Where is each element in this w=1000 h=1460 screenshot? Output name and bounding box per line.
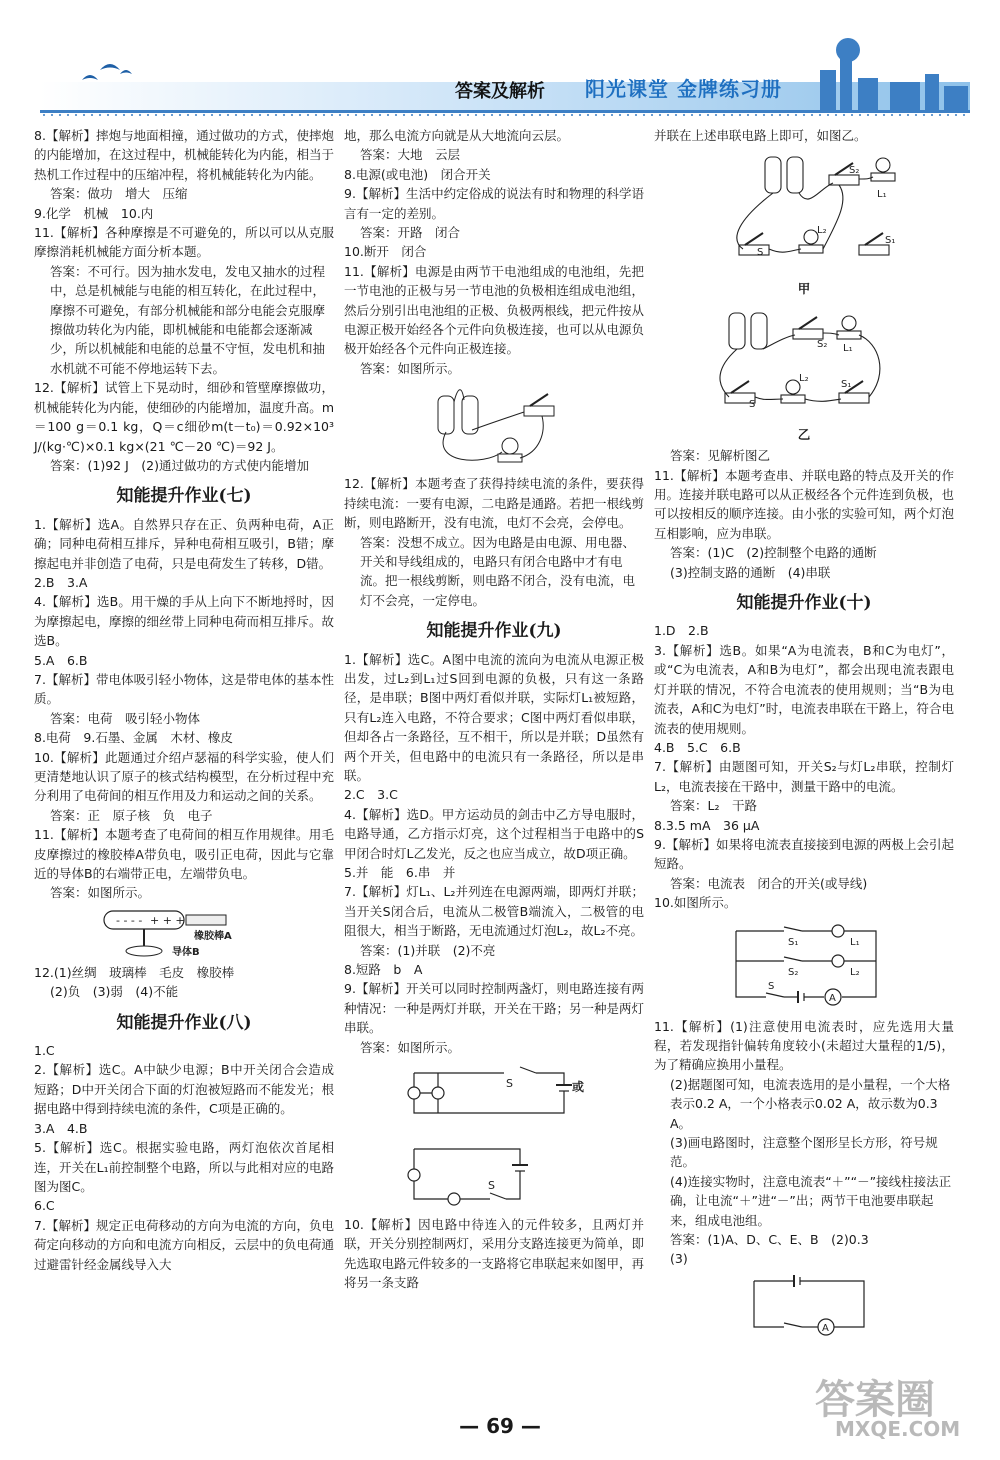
section-title-9: 知能提升作业(九) — [426, 621, 562, 642]
bulb-l1 — [842, 316, 856, 330]
answer-text: 答案：见解析图乙 — [670, 448, 771, 464]
continued-text: 并联在上述串联电路上即可，如图乙。 — [654, 128, 867, 143]
q7-12: 12.(1)丝绸 玻璃棒 毛皮 橡胶棒 — [34, 964, 235, 980]
battery-1 — [765, 157, 781, 193]
lamp-symbol — [408, 1169, 420, 1181]
negative-charges: - - - - — [116, 913, 143, 927]
battery-1 — [729, 313, 745, 349]
section-title-10: 知能提升作业(十) — [736, 593, 872, 614]
q7-2: 2.B 3.A — [34, 574, 88, 590]
answer-text: (3) — [670, 1251, 688, 1267]
q9-2: 2.C 3.C — [344, 787, 398, 803]
answer-text: 答案：如图所示。 — [50, 885, 151, 901]
column-3 — [654, 126, 954, 1341]
q10-8: 8.3.5 mA 36 μA — [654, 817, 760, 833]
or-label: 或 — [572, 1080, 585, 1095]
switch-s1 — [839, 393, 869, 403]
q9-1: 1.【解析】选C。A图中电流的流向为电流从电源正极出发，过L₂到L₁过S回到电源的负极，只有这一条路径，是串联；B图中两灯看似并联，实际灯L₁被短路，只有L₂连入电路，不符合要求；C图中两灯看似串联，但却各占一条路径，互不相干，所以是并联；D虽然有两个开关，但电路中的电流只有一条路径，所以是串联。 — [344, 651, 644, 783]
q10-1: 1.D 2.B — [654, 623, 709, 639]
q7-1: 1.【解析】选A。自然界只存在正、负两种电荷，A正确；同种电荷相互排斥，异种电荷相互吸引，B错；摩擦起电并非创造了电荷，只是电荷发生了转移，D错。 — [34, 516, 334, 571]
label-s: S — [488, 1179, 495, 1193]
answer-text: 答案：如图所示。 — [360, 1039, 461, 1055]
answer-text: 答案：(1)92 J (2)通过做功的方式使内能增加 — [50, 457, 309, 473]
label-l2: L₂ — [850, 966, 860, 978]
label-a: A — [829, 992, 836, 1004]
label-s1: S₁ — [841, 378, 852, 390]
q9-10: 10.【解析】因电路中待连入的元件较多，且两灯并联，开关分别控制两灯，采用分支路连接更为简单，即先选取电路元件较多的一支路将它串联起来如图甲，再将另一条支路 — [344, 1217, 645, 1291]
label-l2: L₂ — [817, 225, 827, 237]
battery-bulb-figure — [424, 382, 564, 470]
q10-7: 7.【解析】由题图可知，开关S₂与灯L₂串联，控制灯L₂，电流表接在干路中，测量干路中的电流。 — [654, 759, 954, 794]
answer-text: (2)据题图可知，电流表选用的是小量程，一个大格表示0.2 A，一个小格表示0.02 A，故示数为0.3 A。 — [670, 1076, 951, 1131]
q10-4: 4.B 5.C 6.B — [654, 739, 741, 755]
answer-text: 答案：L₂ 干路 — [670, 798, 757, 814]
q9-9: 9.【解析】开关可以同时控制两盏灯，则电路连接有两种情况：一种是两灯并联，开关在干路；另一种是两灯串联。 — [344, 981, 645, 1036]
answer-11: 11.【解析】电源是由两节干电池组成的电池组，先把一节电池的正极与另一节电池的负极相连组成电池组，然后分别引出电池组的正极、负极两根线，把元件按从电源正极开始经各个元件向负极连接，也可以从电源负极开始经各个元件向正极连接。 — [344, 263, 645, 357]
fig-label-body: 导体B — [172, 946, 200, 958]
bulb-l2 — [804, 230, 818, 244]
lamp-l1 — [832, 925, 844, 937]
switch-s — [766, 993, 784, 997]
watermark-logo-text: 答案圈 — [815, 1377, 935, 1423]
fig-label-rod: 橡胶棒A — [194, 930, 232, 942]
answer-text: 答案：做功 增大 压缩 — [50, 186, 188, 202]
circuit-diagram-11 — [724, 1273, 884, 1337]
q8-3: 3.A 4.B — [34, 1120, 88, 1136]
q8-1: 1.C — [34, 1043, 55, 1059]
q9-4: 4.【解析】选D。甲方运动员的剑击中乙方导电服时，电路导通，乙方指示灯亮，这个过程相当于电路中的S甲闭合时灯L乙发光，反之也应当成立，故D项正确。 — [344, 806, 644, 861]
bulb — [502, 438, 518, 454]
rubber-rod — [186, 915, 226, 925]
answer-12: 12.【解析】本题考查了获得持续电流的条件，要获得持续电流：一要有电源，二电路是通路。若把一根线剪断，则电路断开，没有电流，电灯不会亮，会停电。 — [344, 476, 645, 531]
switch-lever — [530, 394, 548, 406]
answer-text: (3)画电路图时，注意整个图形呈长方形，符号规范。 — [670, 1135, 938, 1170]
q9-8: 8.短路 b A — [344, 962, 423, 978]
circuit-diagrams-9 — [394, 1061, 594, 1211]
answer-text: 答案：不可行。因为抽水发电，发电又抽水的过程中，总是机械能与电能的相互转化，在此过程中，摩擦不可避免，有部分机械能和部分电能会克服摩擦做功转化为内能，即机械能和电能都会逐渐减少，所以机械能和电能的总量不守恒，发电机和抽水机就不可能不停地运转下去。 — [50, 263, 326, 376]
wiring-figure-a — [699, 149, 909, 275]
label-s: S — [768, 980, 775, 992]
q9-7: 7.【解析】灯L₁、L₂并列连在电源两端，即两灯并联；当开关S闭合后，电流从二极管B端流入，二极管的电阻很大，相当于断路，无电流通过灯泡L₂，故L₂不亮。 — [344, 884, 644, 939]
label-a: A — [822, 1322, 829, 1334]
switch-base — [524, 406, 554, 416]
switch-s1 — [859, 245, 889, 255]
answer-text: 答案：开路 闭合 — [360, 225, 461, 241]
answer-text: (3)控制支路的通断 (4)串联 — [670, 564, 831, 580]
circuit-parallel — [408, 1067, 572, 1113]
answer-9-10: 9.化学 机械 10.内 — [34, 205, 154, 221]
switch-s1 — [784, 927, 802, 931]
wire — [443, 432, 502, 460]
switch-s2 — [784, 957, 802, 961]
label-s1: S₁ — [788, 936, 799, 948]
lamp-l2 — [832, 955, 844, 967]
q10-3: 3.【解析】选B。如果“A为电流表，B和C为电灯”，或“C为电流表，A和B为电灯”，都会出现电流表跟电灯并联的情况，不符合电流表的使用规则；当“B为电流表，A和C为电灯”时，电流表串联在干路上，符合电流表的使用规则。 — [654, 642, 954, 736]
section-title-7: 知能提升作业(七) — [116, 486, 252, 507]
q8-6: 6.C — [34, 1198, 55, 1214]
battery-2 — [787, 157, 803, 193]
answer-text: 答案：(1)C (2)控制整个电路的通断 — [670, 545, 877, 561]
skyline-icon — [820, 38, 968, 110]
answer-text: 答案：大地 云层 — [360, 147, 461, 163]
label-s2: S₂ — [817, 338, 828, 350]
switch-s — [739, 245, 769, 255]
label-l1: L₁ — [877, 189, 887, 201]
label-l2: L₂ — [799, 372, 809, 384]
lamp-symbol — [448, 1193, 460, 1205]
column-1 — [34, 126, 338, 1274]
answer-12: 12.【解析】试管上下晃动时，细砂和管壁摩擦做功，机械能转化为内能，使细砂的内能增加，温度升高。m＝100 g＝0.1 kg，Q＝c细砂m(t－t₀)＝0.92×10³ J/(kg·℃)×0.1 kg×(21 ℃－20 ℃)＝92 J。 — [34, 380, 338, 454]
q7-5: 5.A 6.B — [34, 652, 88, 668]
answer-8: 8.【解析】摔炮与地面相撞，通过做功的方式，使摔炮的内能增加，在这过程中，机械能转化为内能，相当于热机工作过程中的压缩冲程，将机械能转化为内能。 — [34, 128, 335, 182]
answer-text: 答案：如图所示。 — [360, 360, 461, 376]
battery-1 — [438, 396, 454, 434]
q10-9: 9.【解析】如果将电流表直接接到电源的两极上会引起短路。 — [654, 836, 954, 872]
stand-base — [126, 946, 162, 956]
answer-text: 答案：没想不成立。因为电路是由电源、用电器、开关和导线组成的，电路只有闭合电路中才有电流。把一根线剪断，则电路不闭合，没有电流，电灯不会亮，一定停电。 — [360, 534, 636, 608]
positive-charges: + + + — [150, 913, 185, 927]
q7-10: 10.【解析】此题通过介绍卢瑟福的科学实验，使人们更清楚地认识了原子的核式结构模型，在分析过程中充分利用了电荷间的相互作用及力和运动之间的关系。 — [34, 749, 335, 804]
label-s: S — [506, 1077, 513, 1091]
bulb-l1 — [876, 158, 890, 172]
figure-caption-b: 乙 — [797, 426, 811, 442]
battery-2 — [751, 313, 767, 349]
label-l1: L₁ — [843, 342, 853, 354]
section-title-8: 知能提升作业(八) — [116, 1012, 252, 1033]
answer-text: 答案：(1)A、D、C、E、B (2)0.3 — [670, 1232, 869, 1248]
rod-conductor-figure — [94, 907, 274, 959]
circuit-series — [408, 1149, 528, 1205]
bulb-l2 — [786, 380, 800, 394]
birds-icon — [82, 64, 132, 80]
circuit-diagram-10 — [714, 917, 894, 1013]
switch-s2 — [829, 175, 859, 185]
header-dots — [40, 112, 970, 118]
label-l1: L₁ — [850, 936, 860, 948]
q10-10: 10.如图所示。 — [654, 895, 737, 911]
lamp-symbol — [432, 1087, 444, 1099]
answer-text: (2)负 (3)弱 (4)不能 — [50, 984, 179, 1000]
label-s: S — [749, 398, 756, 410]
watermark — [815, 1377, 961, 1441]
answer-11: 11.【解析】各种摩擦是不可避免的，所以可以从克服摩擦消耗机械能方面分析本题。 — [34, 225, 334, 260]
wire — [520, 416, 543, 458]
label-s2: S₂ — [849, 165, 860, 177]
continued-text: 地，那么电流方向就是从大地流向云层。 — [344, 128, 570, 143]
q7-7: 7.【解析】带电体吸引轻小物体，这是带电体的基本性质。 — [34, 671, 334, 707]
bulb-base — [498, 454, 522, 462]
label-s1: S₁ — [885, 235, 896, 247]
q7-11: 11.【解析】本题考查了电荷间的相互作用规律。用毛皮摩擦过的橡胶棒A带负电，吸引正电荷，因此与它靠近的导体B的右端带正电，左端带负电。 — [34, 827, 334, 882]
header-title: 答案及解析 — [455, 81, 545, 102]
q7-8: 8.电荷 9.石墨、金属 木材、橡皮 — [34, 730, 233, 746]
answer-8: 8.电源(或电池) 闭合开关 — [344, 166, 491, 182]
q9-5: 5.并 能 6.串 并 — [344, 865, 456, 880]
page-header — [0, 0, 1000, 120]
wiring-figure-b — [699, 303, 909, 421]
q8-5: 5.【解析】选C。根据实验电路，两灯泡依次首尾相连，开关在L₁前控制整个电路，所以与此相对应的电路图为图C。 — [34, 1140, 334, 1194]
header-brand: 阳光课堂 金牌练习册 — [585, 77, 782, 101]
answer-text: 答案：电流表 闭合的开关(或导线) — [670, 875, 868, 891]
q8-7: 7.【解析】规定正电荷移动的方向为电流的方向，负电荷定向移动的方向和电流方向相反，云层中的负电荷通过避雷针经金属线导入大 — [34, 1217, 335, 1272]
switch-s — [490, 1193, 506, 1199]
page-number: — 69 — — [459, 1414, 541, 1438]
q8-2: 2.【解析】选C。A中缺少电源；B中开关闭合会造成短路；D中开关闭合下面的灯泡被短路而不能发光；根据电路中得到持续电流的条件，C项是正确的。 — [34, 1062, 334, 1117]
switch — [784, 1323, 802, 1327]
answer-text: 答案：(1)并联 (2)不亮 — [360, 942, 496, 958]
q-11: 11.【解析】本题考查串、并联电路的特点及开关的作用。连接并联电路可以从正极经各个元件连到负极，也可以按相反的顺序连接。由小张的实验可知，两个灯泡互相影响，应为串联。 — [654, 467, 955, 541]
q10-11: 11.【解析】(1)注意使用电流表时，应先选用大量程，若发现指针偏转角度较小(未超过大量程的1/5)，为了精确应换用小量程。 — [654, 1018, 954, 1073]
answer-9: 9.【解析】生活中约定俗成的说法有时和物理的科学语言有一定的差别。 — [344, 186, 644, 221]
answer-text: (4)连接实物时，注意电流表“＋”“－”接线柱接法正确，让电流“＋”进“－”出；两节干电池要串联起来，组成电池组。 — [670, 1173, 952, 1228]
switch-s2 — [793, 329, 823, 339]
q7-4: 4.【解析】选B。用干燥的手从上向下不断地捋时，因为摩擦起电，摩擦的细丝带上同种电荷而相互排斥。故选B。 — [34, 594, 335, 649]
label-s2: S₂ — [788, 966, 799, 978]
watermark-url: MXQE.COM — [835, 1417, 961, 1441]
lamp-symbol — [408, 1087, 420, 1099]
answer-text: 答案：正 原子核 负 电子 — [50, 807, 213, 823]
answer-text: 答案：电荷 吸引轻小物体 — [50, 710, 201, 726]
switch-s — [520, 1067, 536, 1073]
header-decoration — [0, 0, 1000, 120]
label-s: S — [757, 247, 764, 259]
column-2 — [344, 126, 644, 1293]
answer-10: 10.断开 闭合 — [344, 244, 427, 260]
figure-caption-a: 甲 — [797, 281, 811, 297]
